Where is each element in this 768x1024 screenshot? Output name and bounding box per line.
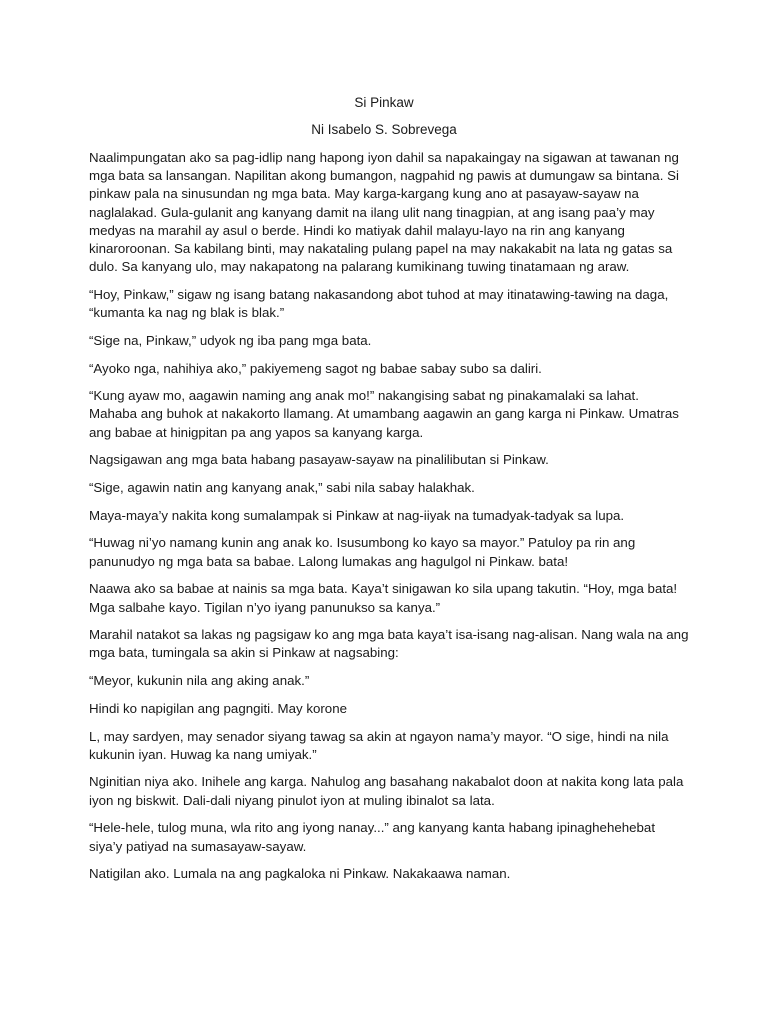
document-title: Si Pinkaw <box>354 95 414 110</box>
document-author: Ni Isabelo S. Sobrevega <box>311 122 457 137</box>
paragraph: “Hoy, Pinkaw,” sigaw ng isang batang nakasandong abot tuhod at may itinatawing-tawing na daga, “kumanta ka nag ng blak is blak.” <box>89 286 669 321</box>
paragraph: Maya-maya’y nakita kong sumalampak si Pinkaw at nag-iiyak na tumadyak-tadyak sa lupa. <box>89 507 625 523</box>
paragraph: Naalimpungatan ako sa pag-idlip nang hapong iyon dahil sa napakaingay na sigawan at tawanan ng mga bata sa lansangan. Napilitan akong bumangon, nagpahid ng pawis at dumungaw sa bintana. Si pinkaw pala na sinusundan ng mga bata. May karga-kargang kung ano at pasayaw-sayaw na naglalakad. Gula-gulanit ang kanyang damit na ilang ulit nang tinagpian, at ang isang paa’y may medyas na marahil ay asul o berde. Hindi ko matiyak dahil malayu-layo na rin ang kanyang kinaroroonan. Sa kabilang binti, may nakataling pulang papel na may nakakabit na lata ng gatas sa dulo. Sa kanyang ulo, may nakapatong na palarang kumikinang tuwing tinatamaan ng araw. <box>89 150 679 275</box>
document-body <box>89 149 689 893</box>
paragraph: Nginitian niya ako. Inihele ang karga. Nahulog ang basahang nakabalot doon at nakita kong lata pala iyon ng biskwit. Dali-dali niyang pinulot iyon at muling ibinalot sa lata. <box>89 774 684 808</box>
paragraph: “Hele-hele, tulog muna, wla rito ang iyong nanay...” ang kanyang kanta habang ipinaghehehebat siya’y patiyad na sumasayaw-sayaw. <box>89 820 656 854</box>
paragraph: L, may sardyen, may senador siyang tawag sa akin at ngayon nama’y mayor. “O sige, hindi na nila kukunin iyan. Huwag ka nang umiyak.” <box>89 728 669 762</box>
paragraph: Natigilan ako. Lumala na ang pagkaloka ni Pinkaw. Nakakaawa naman. <box>89 866 511 882</box>
paragraph: “Meyor, kukunin nila ang aking anak.” <box>89 673 310 689</box>
paragraph: “Sige, agawin natin ang kanyang anak,” sabi nila sabay halakhak. <box>89 480 475 496</box>
paragraph: Marahil natakot sa lakas ng pagsigaw ko ang mga bata kaya’t isa-isang nag-alisan. Nang wala na ang mga bata, tumingala sa akin si Pinkaw at nagsabing: <box>89 627 689 661</box>
paragraph: Nagsigawan ang mga bata habang pasayaw-sayaw na pinalilibutan si Pinkaw. <box>89 452 549 468</box>
paragraph: Hindi ko napigilan ang pagngiti. May korone <box>89 700 347 716</box>
paragraph: “Huwag ni’yo namang kunin ang anak ko. Isusumbong ko kayo sa mayor.” Patuloy pa rin ang panunudyo ng mga bata sa babae. Lalong lumakas ang hagulgol ni Pinkaw. bata! <box>89 535 636 569</box>
paragraph: “Sige na, Pinkaw,” udyok ng iba pang mga bata. <box>89 332 372 348</box>
paragraph: “Ayoko nga, nahihiya ako,” pakiyemeng sagot ng babae sabay subo sa daliri. <box>89 360 542 376</box>
paragraph: “Kung ayaw mo, aagawin naming ang anak mo!” nakangising sabat ng pinakamalaki sa lahat. Mahaba ang buhok at nakakorto llamang. At umambang aagawin an gang karga ni Pinkaw. Umatras ang babae at hinigpitan pa ang yapos sa kanyang karga. <box>89 388 679 440</box>
paragraph: Naawa ako sa babae at nainis sa mga bata. Kaya’t sinigawan ko sila upang takutin. “Hoy, mga bata! Mga salbahe kayo. Tigilan n’yo iyang panunukso sa kanya.” <box>89 581 678 615</box>
